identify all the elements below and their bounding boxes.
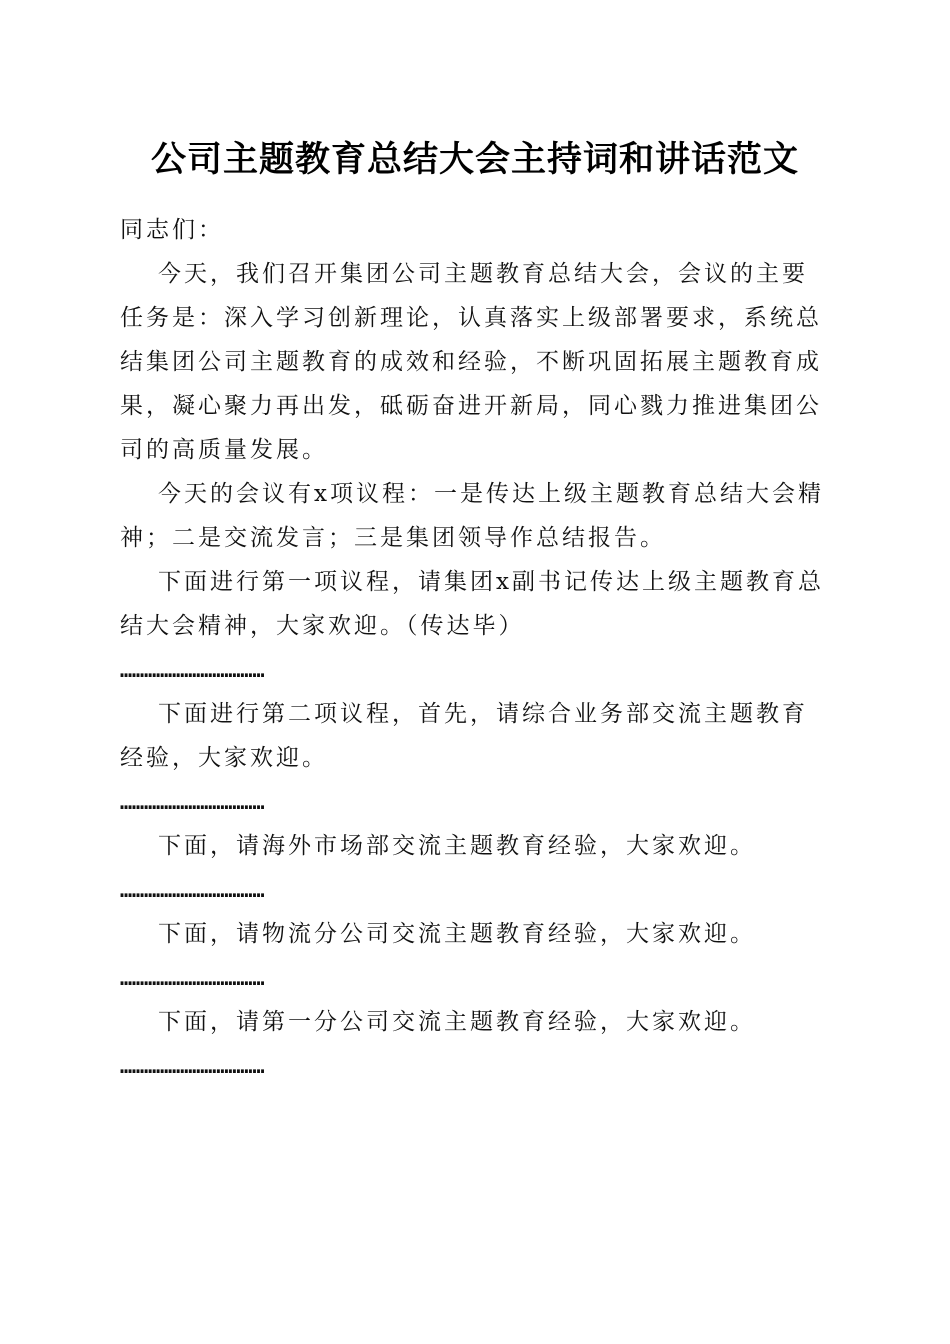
- ellipsis-3: ………………………………: [120, 878, 265, 902]
- paragraph-agenda: 今天的会议有x项议程：一是传达上级主题教育总结大会精神；二是交流发言；三是集团领导作总结报告。: [120, 481, 824, 551]
- ellipsis-2: ………………………………: [120, 790, 265, 814]
- paragraph-first-branch: 下面，请第一分公司交流主题教育经验，大家欢迎。: [158, 1009, 756, 1035]
- paragraph-overseas: 下面，请海外市场部交流主题教育经验，大家欢迎。: [158, 833, 756, 859]
- salutation: 同志们：: [120, 217, 224, 243]
- paragraph-opening: 今天，我们召开集团公司主题教育总结大会，会议的主要任务是：深入学习创新理论，认真落实上级部署要求，系统总结集团公司主题教育的成效和经验，不断巩固拓展主题教育成果，凝心聚力再出发，砥砺奋进开新局，同心戮力推进集团公司的高质量发展。: [120, 261, 822, 463]
- document-body: [120, 208, 832, 1088]
- paragraph-logistics: 下面，请物流分公司交流主题教育经验，大家欢迎。: [158, 921, 756, 947]
- paragraph-item-one: 下面进行第一项议程，请集团x副书记传达上级主题教育总结大会精神，大家欢迎。（传达毕）: [120, 569, 824, 639]
- ellipsis-1: ………………………………: [120, 658, 265, 682]
- ellipsis-5: ………………………………: [120, 1054, 265, 1078]
- document-title: 公司主题教育总结大会主持词和讲话范文: [150, 139, 799, 180]
- paragraph-item-two: 下面进行第二项议程，首先，请综合业务部交流主题教育经验，大家欢迎。: [120, 701, 808, 771]
- ellipsis-4: ………………………………: [120, 966, 265, 990]
